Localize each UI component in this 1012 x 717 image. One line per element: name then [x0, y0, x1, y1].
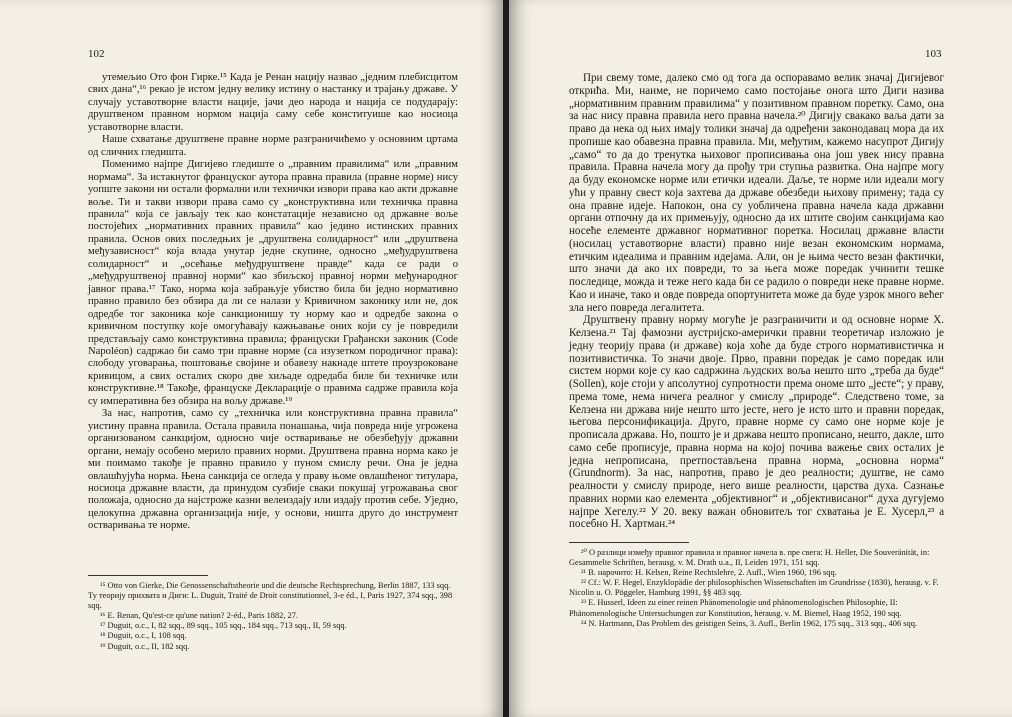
right-footnotes	[569, 542, 944, 629]
footnote: ¹⁹ Duguit, o.c., II, 182 sqq.	[100, 641, 190, 651]
right-page	[509, 0, 1012, 717]
footnote: ²³ E. Husserl, Ideen zu einer reinen Phänomenologie und phänomenologischen Philosophie, II: Phänomenologische Untersuchungen zur Konstitution, herausg. v. M. Biemel, Haag 1952, 190 sqq.	[569, 598, 902, 618]
left-footnotes	[88, 575, 458, 652]
paragraph: Друштвену правну норму могуће је разграничити и од основне норме Х. Келзена.²¹ Тај фамозни аустријско-амерички правни теоретичар изложио је једну теорију права (и државе) која хоће да буде строго нормативистичка и позитивистичка. То значи двоје. Прво, правни поредак је само поредак или систем норми које су као садржина људских воља нешто што „треба да буде“ (Sollen), које стоји у апсолутној супротности према ономе што „јесте“; у праву, према томе, нема ничега реалног у смислу „природе“. Следствено томе, за Келзена ни држава није нешто што јесте, него је исто што и правни поредак, његова персонификација. Друго, правне норме су само оне норме које је прописала држава. Но, пошто је и држава нешто прописано, нешто, дакле, што само себе прописује, правна норма на којој почива важење свих осталих је једна непрописана, претпостављена правна норма, „основна норма“ (Grundnorm). За нас, напротив, право је део реалности; душтве, не само реалности у смислу природе, него више реалности, царства духа. Сазнање правних норми као елемента „објективног“ и „објективисаног“ духа дугујемо најпре Хегелу.²² У 20. веку важан обновитељ тог схватања је Е. Хусерл,²³ а посебно Н. Хартман.²⁴	[569, 314, 944, 531]
footnote: ¹⁸ Duguit, o.c., I, 108 sqq.	[100, 631, 187, 641]
footnote: ¹⁶ E. Renan, Qu'est-ce qu'une nation? 2-éd., Paris 1882, 27.	[100, 611, 299, 621]
left-page-body	[88, 72, 458, 533]
footnote-rule	[569, 542, 689, 543]
footnote-rule	[88, 575, 208, 576]
paragraph: Поменимо најпре Дигијево гледиште о „правним правилима“ или „правним нормама“. За истакнутог француског аутора правна правила (правне норме) нису уопште закони ни остали формални или технички извори права као акти државне воље. Ти и такви извори права само су „конструктивна или техничка правна правила“ која се јављају тек као констатације независно од државне воље постојећих „нормативних правних правила“ као једино истинских правних правила. Основ ових последњих је „друштвена солидарност“ или „друштвена међузависност“ која влада унутар једне скупине, односно „међудруштвена солидарност“ и „осећање међудруштвене правде“ када се ради о „међудруштвеној правној норми“ као збиљској правној норми међународног јавног права.¹⁷ Тако, норма која забрањује убиство била би једно нормативно правно правило без обзира да ли се налази у Кривичном законику или не, док одредбе тог законика које санкционишу ту норму као и одредбе закона о кривичном поступку које омогућавају кажњавање оних који су је повредили представљају само конструктивна правила; француски Грађански законик (Code Napoléon) садржао би само три правне норме (са изузетком породичног права): слободу уговарања, поштовање својине и обавезу накнаде штете проузроковане кривицом, а свих осталих скоро две хиљаде одредаба биле би техничке или конструктивне.¹⁸ Такође, француске Декларације о правима садрже правила која су императивна без обзира на вољу државе.¹⁹	[88, 159, 458, 407]
paragraph: За нас, напротив, само су „техничка или конструктивна правна правила“ уистину правна правила. Остала правила понашања, чија повреда није угрожена организованом санкцијом, односно чије остваривање не обезбеђују државни органи, немају особено мерило правних норми. Друштвена правна норма како је ми поимамо такође је правно правило у пуном смислу речи. Она је једна овлашћујућа норма. Њена санкција се огледа у праву њоме овлашћеног титулара, носиоца државне власти, да принудом сузбије сваки покушај угрожавања свог положаја, односно да најстроже казни велеиздају или издају против себе. Уједно, целокупна државна организација није, у основи, ништа друго до инструмент остваривања те норме.	[88, 408, 458, 532]
paragraph: утемељио Ото фон Гирке.¹⁵ Када је Ренан нацију назвао „једним плебисцитом свих дана“,¹⁶ рекао је истом једну велику истину о настанку и трајању државе. У случају уставотворне власти нације, јачи део народа и нација се подударају: друштвеном правном нормом нација саму себе конституише као носиоца уставотворне власти.	[88, 72, 458, 133]
page-number-left: 102	[88, 48, 105, 60]
footnote: ²² Cf.: W. F. Hegel, Enzyklopädie der philosophischen Wissenschaften im Grundrisse (1830), herausg. v. F. Nicolin u. O. Pöggeler, Hamburg 1991, §§ 483 sqq.	[569, 578, 939, 598]
left-page	[0, 0, 503, 717]
right-page-body	[569, 72, 944, 531]
page-number-right: 103	[925, 48, 942, 60]
footnote: ²⁰ О разлици између правног правила и правног начела в. пре свега: H. Heller, Die Souveränität, in: Gesammelte Schriften, herausg. v. M. Drath u.a., II, Leiden 1971, 151 sqq.	[569, 548, 930, 568]
paragraph: При свему томе, далеко смо од тога да оспоравамо велик значај Дигијевог открића. Ми, наиме, не поричемо само постојање онога што Диги назива „нормативним правним правилима“ у позитивном правном поретку. Само, она за нас нису правна правила него правна начела.²⁰ Дигију свакако ваља дати за право да нека од њих имају толики значај да одређени законодавац мора да их пропише као обавезна правна правила. Ми, међутим, кажемо насупрот Дигију „само“ то да до тренутка њиховог прописивања она још увек нису правна правила. Правна начела могу да прођу три ступња развитка. Она најпре могу да буду економске норме или етички идеали. Даље, те норме или идеали могу ући у правну свест која захтева да државе обезбеди њихову примену; тада су она правне идеје. Напокон, она су уобличена правна начела када државни органи отпочну да их примењују, односно да их штите својим санкцијама као носеће елементе државног нормативног поретка. Носилац државне власти (носилац уставотворне власти) правно није везан економским нормама, етичким идеалима и правним идејама. Али, он је њима често везан фактички, што значи да ако их повреди, то за њега може поредак учинити тешке последице, можда и теже него када би се радило о повреди неке правне норме. Као и иначе, тако и овде повреда опортунитета може да буде узрок много већег зла него повреда легалитета.	[569, 72, 944, 314]
footnote: ¹⁵ Otto von Gierke, Die Genossenschaftstheorie und die deutsche Rechtsprechung, Berlin 1887, 133 sqq. Ту теорију прихвата и Диги: L. Duguit, Traité de Droit constitutionnel, 3-e éd., I, Paris 1927, 374 sqq., 398 sqq.	[88, 581, 453, 611]
footnote: ²⁴ N. Hartmann, Das Problem des geistigen Seins, 3. Aufl., Berlin 1962, 175 sqq., 313 sqq., 406 sqq.	[581, 618, 917, 628]
footnote: ¹⁷ Duguit, o.c., I, 82 sqq., 89 sqq., 105 sqq., 184 sqq., 713 sqq., II, 59 sqq.	[100, 621, 347, 631]
paragraph: Наше схватање друштвене правне норме разграничићемо у основним цртама од сличних гледишта.	[88, 134, 458, 158]
footnote: ²¹ В. нарочито: H. Kelsen, Reine Rechtslehre, 2. Aufl., Wien 1960, 196 sqq.	[581, 568, 837, 578]
